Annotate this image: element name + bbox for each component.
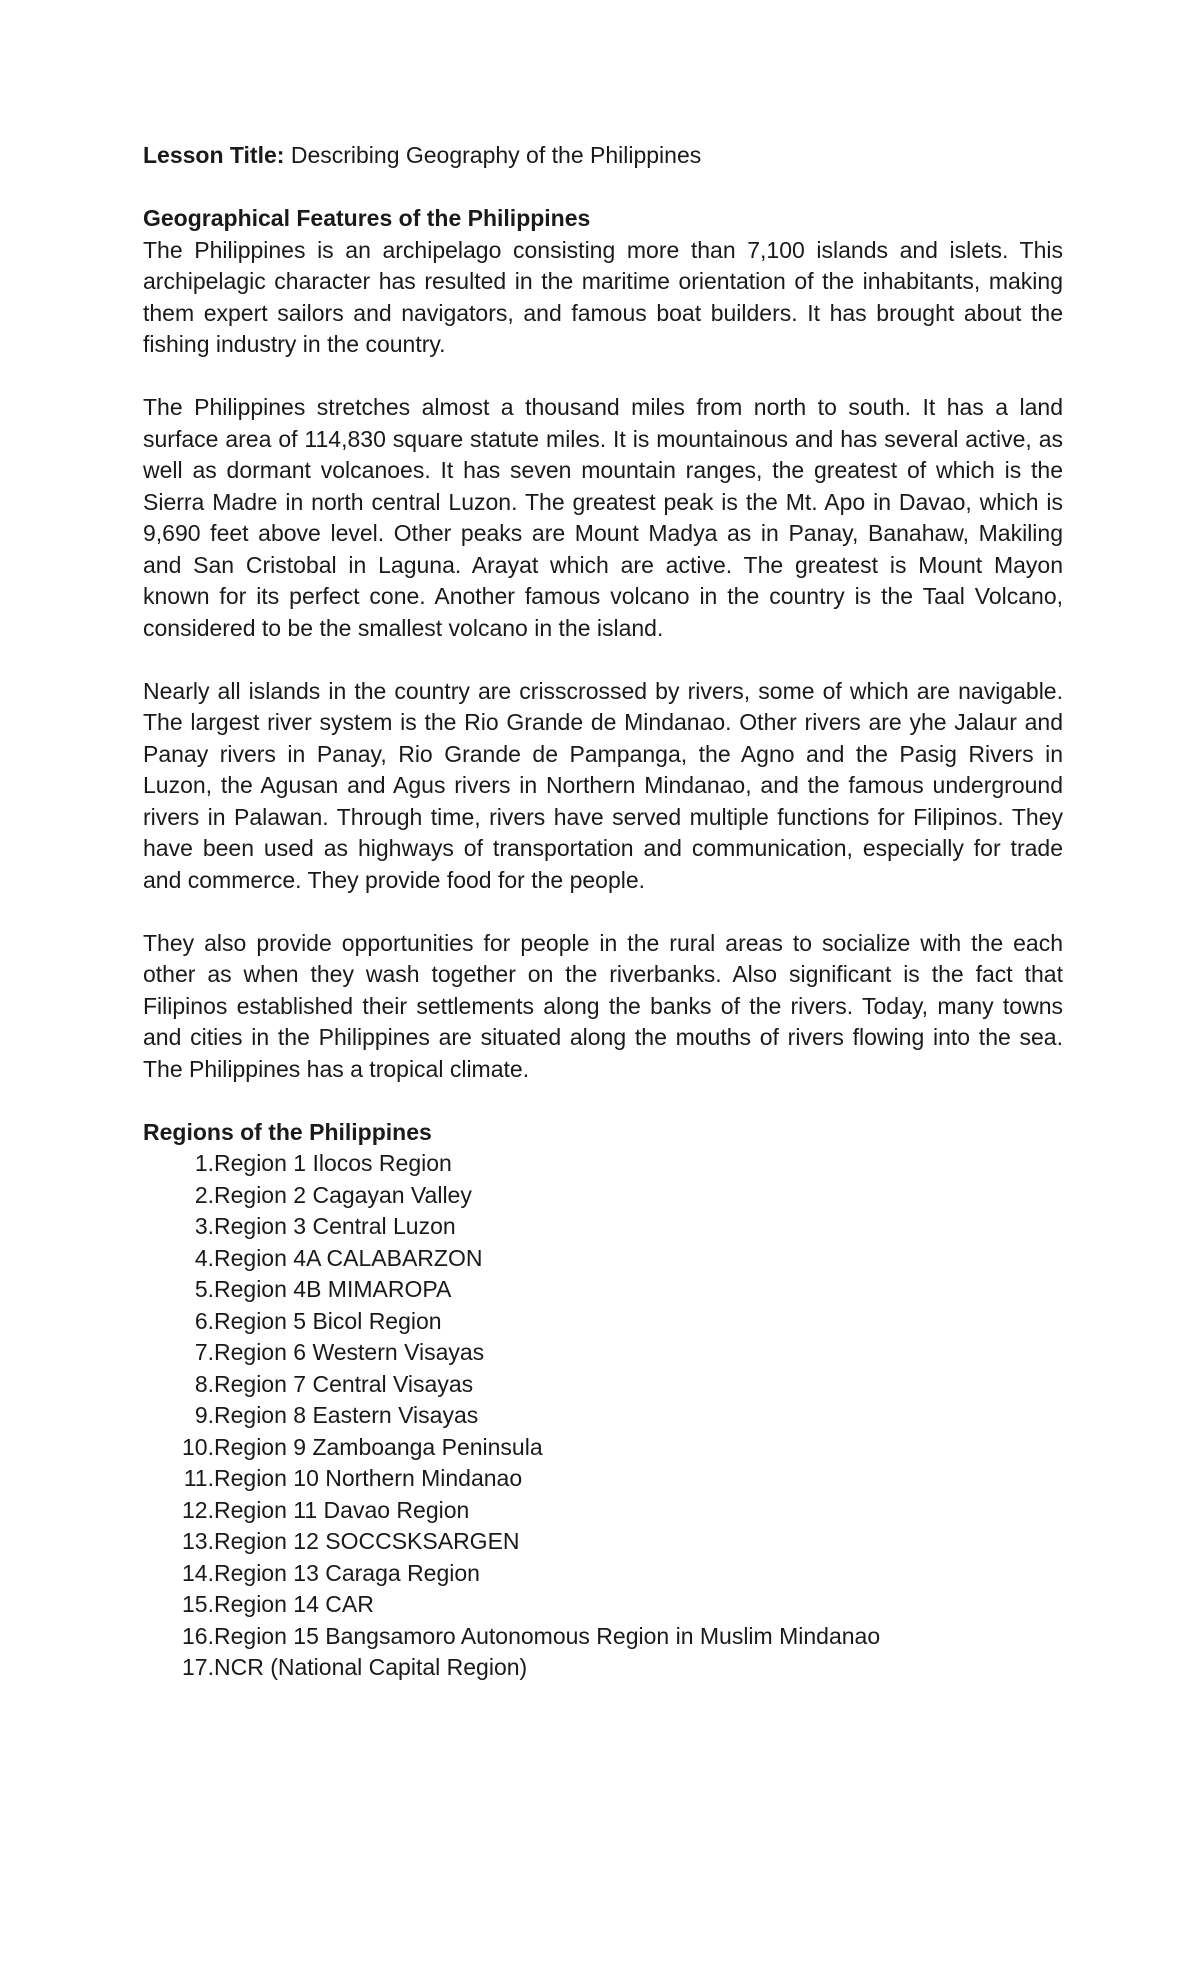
list-item-number: 17. — [182, 1654, 214, 1680]
geography-paragraph-2: The Philippines stretches almost a thousand miles from north to south. It has a land surface area of 114,830 square statute miles. It is mountainous and has several active, as well as dormant volcanoes. It has seven mountain ranges, the greatest of which is the Sierra Madre in north central Luzon. The greatest peak is the Mt. Apo in Davao, which is 9,690 feet above level. Other peaks are Mount Madya as in Panay, Banahaw, Makiling and San Cristobal in Laguna. Arayat which are active. The greatest is Mount Mayon known for its perfect cone. Another famous volcano in the country is the Taal Volcano, considered to be the smallest volcano in the island. — [143, 394, 1063, 641]
list-item-label: Region 1 Ilocos Region — [214, 1150, 452, 1176]
list-item — [143, 1243, 1063, 1275]
list-item-number: 3. — [194, 1213, 214, 1239]
list-item — [143, 1589, 1063, 1621]
list-item-label: Region 10 Northern Mindanao — [214, 1465, 523, 1491]
list-item — [143, 1306, 1063, 1338]
list-item-label: Region 14 CAR — [214, 1591, 374, 1617]
geography-paragraph-4: They also provide opportunities for people in the rural areas to socialize with the each other as when they wash together on the riverbanks. Also significant is the fact that Filipinos established their settlements along the banks of the rivers. Today, many towns and cities in the Philippines are situated along the mouths of rivers flowing into the sea. The Philippines has a tropical climate. — [143, 929, 1063, 1082]
list-item-label: Region 13 Caraga Region — [214, 1559, 480, 1586]
list-item-number: 9. — [194, 1402, 214, 1428]
list-item-number: 4. — [194, 1244, 214, 1271]
list-item-label: Region 2 Cagayan Valley — [214, 1181, 472, 1208]
list-item — [143, 1148, 1063, 1180]
regions-list — [143, 1148, 1063, 1684]
list-item-number: 2. — [194, 1181, 214, 1208]
list-item — [143, 1211, 1063, 1243]
list-item-number: 1. — [194, 1150, 214, 1176]
list-item — [143, 1558, 1063, 1590]
list-item-number: 6. — [194, 1307, 214, 1334]
list-item-label: NCR (National Capital Region) — [214, 1654, 528, 1680]
list-item — [143, 1621, 1063, 1653]
list-item-label: Region 5 Bicol Region — [214, 1307, 442, 1334]
list-item-label: Region 9 Zamboanga Peninsula — [214, 1433, 543, 1460]
list-item-label: Region 11 Davao Region — [214, 1496, 470, 1523]
list-item-label: Region 7 Central Visayas — [214, 1370, 474, 1397]
list-item-number: 8. — [194, 1370, 214, 1397]
list-item — [143, 1274, 1063, 1306]
list-item-label: Region 4A CALABARZON — [214, 1244, 483, 1271]
geography-paragraph-3: Nearly all islands in the country are crisscrossed by rivers, some of which are navigable. The largest river system is the Rio Grande de Mindanao. Other rivers are yhe Jalaur and Panay rivers in Panay, Rio Grande de Pampanga, the Agno and the Pasig Rivers in Luzon, the Agusan and Agus rivers in Northern Mindanao, and the famous underground rivers in Palawan. Through time, rivers have served multiple functions for Filipinos. They have been used as highways of transportation and communication, especially for trade and commerce. They provide food for the people. — [143, 677, 1063, 893]
list-item-number: 12. — [182, 1496, 214, 1523]
lesson-title-value: Describing Geography of the Philippines — [284, 142, 702, 168]
list-item-number: 16. — [182, 1622, 214, 1649]
list-item — [143, 1652, 1063, 1684]
list-item-number: 7. — [194, 1339, 214, 1365]
list-item — [143, 1400, 1063, 1432]
list-item-number: 14. — [182, 1559, 214, 1586]
lesson-title-label: Lesson Title: — [143, 142, 285, 168]
list-item-label: Region 6 Western Visayas — [214, 1339, 485, 1365]
list-item-label: Region 15 Bangsamoro Autonomous Region in Muslim Mindanao — [214, 1622, 881, 1649]
list-item-number: 13. — [182, 1528, 214, 1554]
lesson-title-line — [143, 140, 1063, 172]
geography-heading: Geographical Features of the Philippines — [143, 205, 591, 231]
list-item — [143, 1526, 1063, 1558]
geography-paragraph-1: The Philippines is an archipelago consisting more than 7,100 islands and islets. This archipelagic character has resulted in the maritime orientation of the inhabitants, making them expert sailors and navigators, and famous boat builders. It has brought about the fishing industry in the country. — [143, 236, 1063, 357]
list-item — [143, 1463, 1063, 1495]
list-item-label: Region 4B MIMAROPA — [214, 1276, 452, 1302]
list-item-number: 11. — [183, 1465, 214, 1491]
list-item — [143, 1180, 1063, 1212]
list-item — [143, 1337, 1063, 1369]
list-item-label: Region 12 SOCCSKSARGEN — [214, 1528, 520, 1554]
list-item — [143, 1495, 1063, 1527]
regions-heading: Regions of the Philippines — [143, 1118, 432, 1145]
document-page — [143, 140, 1063, 1684]
list-item — [143, 1369, 1063, 1401]
list-item — [143, 1432, 1063, 1464]
list-item-label: Region 3 Central Luzon — [214, 1213, 456, 1239]
list-item-number: 10. — [182, 1433, 214, 1460]
list-item-number: 5. — [194, 1276, 214, 1302]
list-item-number: 15. — [182, 1591, 214, 1617]
list-item-label: Region 8 Eastern Visayas — [214, 1402, 479, 1428]
